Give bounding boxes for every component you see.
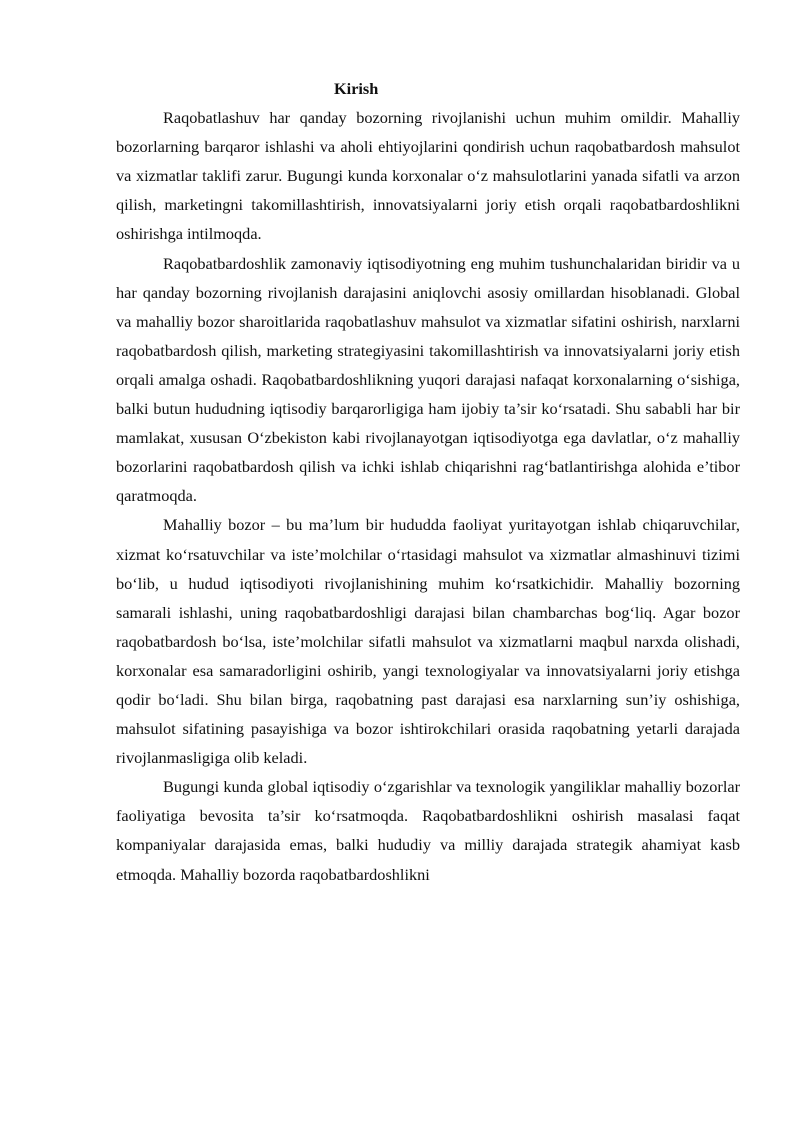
paragraph-3: Mahalliy bozor – bu ma’lum bir hududda faoliyat yuritayotgan ishlab chiqaruvchilar, xizmat ko‘rsatuvchilar va iste’molchilar o‘rtasidagi mahsulot va xizmatlar almashinuvi tizimi bo‘lib, u hudud iqtisodiyoti rivojlanishining muhim ko‘rsatkichidir. Mahalliy bozorning samarali ishlashi, uning raqobatbardoshligi darajasi bilan chambarchas bog‘liq. Agar bozor raqobatbardosh bo‘lsa, iste’molchilar sifatli mahsulot va xizmatlarni maqbul narxda olishadi, korxonalar esa samaradorligini oshirib, yangi texnologiyalar va innovatsiyalarni joriy etishga qodir bo‘ladi. Shu bilan birga, raqobatning past darajasi esa narxlarning sun’iy oshishiga, mahsulot sifatining pasayishiga va bozor ishtirokchilari orasida raqobatning yetarli darajada rivojlanmasligiga olib keladi. (116, 515, 740, 768)
paragraph-4: Bugungi kunda global iqtisodiy o‘zgarishlar va texnologik yangiliklar mahalliy bozorlar faoliyatiga bevosita ta’sir ko‘rsatmoqda. Raqobatbardoshlikni oshirish masalasi faqat kompaniyalar darajasida emas, balki hududiy va milliy darajada strategik ahamiyat kasb etmoqda. Mahalliy bozorda raqobatbardoshlikni (116, 777, 740, 884)
section-title: Kirish (334, 79, 379, 98)
paragraph-1: Raqobatlashuv har qanday bozorning rivojlanishi uchun muhim omildir. Mahalliy bozorlarning barqaror ishlashi va aholi ehtiyojlarini qondirish uchun raqobatbardosh mahsulot va xizmatlar taklifi zarur. Bugungi kunda korxonalar o‘z mahsulotlarini yanada sifatli va arzon qilish, marketingni takomillashtirish, innovatsiyalarni joriy etish orqali raqobatbardoshlikni oshirishga intilmoqda. (116, 108, 740, 244)
document-body (116, 74, 740, 889)
paragraph-2: Raqobatbardoshlik zamonaviy iqtisodiyotning eng muhim tushunchalaridan biridir va u har qanday bozorning rivojlanish darajasini aniqlovchi asosiy omillardan hisoblanadi. Global va mahalliy bozor sharoitlarida raqobatlashuv mahsulot va xizmatlar sifatini oshirish, narxlarni raqobatbardosh qilish, marketing strategiyasini takomillashtirish va innovatsiyalarni joriy etish orqali amalga oshadi. Raqobatbardoshlikning yuqori darajasi nafaqat korxonalarning o‘sishiga, balki butun hududning iqtisodiy barqarorligiga ham ijobiy ta’sir ko‘rsatadi. Shu sababli har bir mamlakat, xususan O‘zbekiston kabi rivojlanayotgan iqtisodiyotga ega davlatlar, o‘z mahalliy bozorlarini raqobatbardosh qilish va ichki ishlab chiqarishni rag‘batlantirishga alohida e’tibor qaratmoqda. (116, 253, 740, 506)
